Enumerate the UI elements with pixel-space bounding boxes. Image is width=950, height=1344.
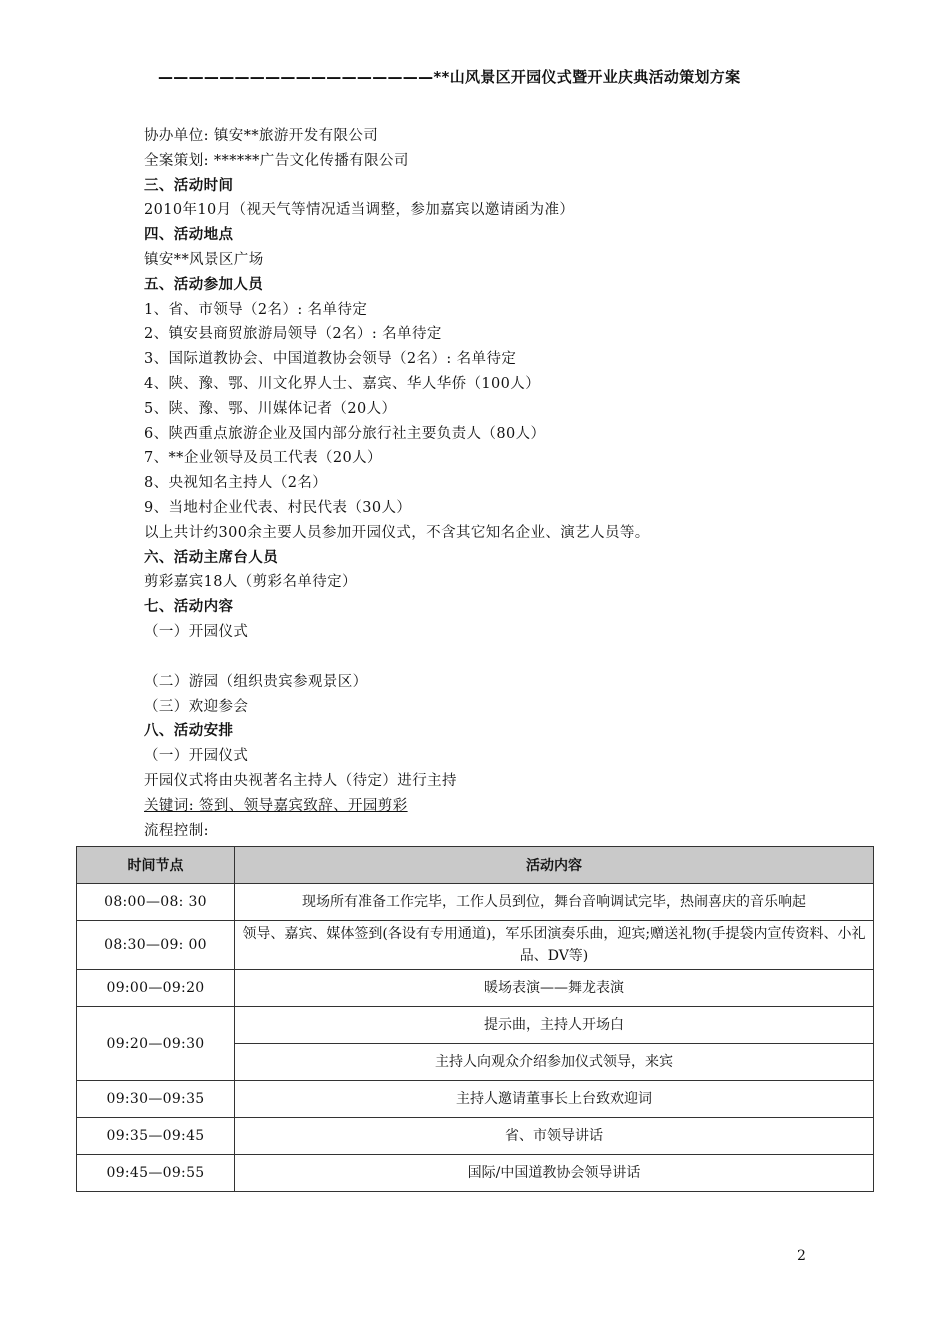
content-item: （一）开园仪式: [144, 623, 249, 640]
rostrum-text: 剪彩嘉宾18人（剪彩名单待定）: [144, 574, 357, 591]
column-header-content: 活动内容: [235, 847, 874, 884]
section-heading-time: 三、活动时间: [144, 177, 234, 194]
arrangement-subheading: （一）开园仪式: [144, 748, 249, 765]
planner-line: 全案策划: ******广告文化传播有限公司: [144, 152, 409, 169]
flow-control-label: 流程控制:: [144, 822, 209, 839]
time-cell: 08:30—09: 00: [77, 921, 235, 970]
table-row: [77, 1007, 874, 1044]
participant-item: 7、**企业领导及员工代表（20人）: [144, 450, 382, 467]
column-header-time: 时间节点: [77, 847, 235, 884]
event-time-text: 2010年10月（视天气等情况适当调整，参加嘉宾以邀请函为准）: [144, 202, 575, 219]
participant-item: 8、央视知名主持人（2名）: [144, 475, 328, 492]
host-text: 开园仪式将由央视著名主持人（待定）进行主持: [144, 772, 457, 789]
table-row: [77, 1155, 874, 1192]
page-number: 2: [797, 1248, 806, 1264]
content-cell: 提示曲，主持人开场白: [235, 1007, 874, 1044]
participant-item: 1、省、市领导（2名）: 名单待定: [144, 301, 368, 318]
content-cell: 暖场表演——舞龙表演: [235, 970, 874, 1007]
keywords-line: [144, 794, 864, 819]
table-row: [77, 1118, 874, 1155]
time-cell: 09:00—09:20: [77, 970, 235, 1007]
document-body: [144, 124, 864, 843]
participant-item: 4、陕、豫、鄂、川文化界人士、嘉宾、华人华侨（100人）: [144, 375, 541, 392]
table-row: [77, 921, 874, 970]
participant-summary: 以上共计约300余主要人员参加开园仪式，不含其它知名企业、演艺人员等。: [144, 524, 650, 541]
table-header-row: [77, 847, 874, 884]
section-heading-content: 七、活动内容: [144, 599, 234, 616]
schedule-table: [76, 846, 874, 1192]
event-location-text: 镇安**风景区广场: [144, 251, 264, 268]
time-cell: 09:20—09:30: [77, 1007, 235, 1081]
time-cell: 09:35—09:45: [77, 1118, 235, 1155]
content-item: （二）游园（组织贵宾参观景区）: [144, 673, 368, 690]
content-cell: 现场所有准备工作完毕，工作人员到位，舞台音响调试完毕，热闹喜庆的音乐响起: [235, 884, 874, 921]
co-organizer-line: 协办单位: 镇安**旅游开发有限公司: [144, 128, 379, 144]
participant-item: 6、陕西重点旅游企业及国内部分旅行社主要负责人（80人）: [144, 425, 546, 442]
time-cell: 09:45—09:55: [77, 1155, 235, 1192]
participant-item: 5、陕、豫、鄂、川媒体记者（20人）: [144, 400, 397, 417]
content-cell: 主持人向观众介绍参加仪式领导，来宾: [235, 1044, 874, 1081]
content-cell: 国际/中国道教协会领导讲话: [235, 1155, 874, 1192]
section-heading-participants: 五、活动参加人员: [144, 276, 264, 293]
table-row: [77, 884, 874, 921]
keywords-text: 关键词: 签到、领导嘉宾致辞、开园剪彩: [144, 797, 408, 814]
table-row: [77, 970, 874, 1007]
participant-item: 3、国际道教协会、中国道教协会领导（2名）: 名单待定: [144, 351, 517, 368]
page-header-title: ——————————————————**山风景区开园仪式暨开业庆典活动策划方案: [158, 68, 741, 86]
section-heading-rostrum: 六、活动主席台人员: [144, 549, 279, 566]
content-cell: 主持人邀请董事长上台致欢迎词: [235, 1081, 874, 1118]
content-cell: 领导、嘉宾、媒体签到(各设有专用通道)，军乐团演奏乐曲，迎宾;赠送礼物(手提袋内宣传资料、小礼品、DV等): [235, 921, 874, 970]
time-cell: 09:30—09:35: [77, 1081, 235, 1118]
participant-item: 2、镇安县商贸旅游局领导（2名）: 名单待定: [144, 326, 442, 343]
section-heading-location: 四、活动地点: [144, 227, 234, 244]
section-heading-arrangement: 八、活动安排: [144, 723, 234, 740]
content-cell: 省、市领导讲话: [235, 1118, 874, 1155]
table-row: [77, 1081, 874, 1118]
blank-line: [144, 645, 864, 670]
time-cell: 08:00—08: 30: [77, 884, 235, 921]
content-item: （三）欢迎参会: [144, 698, 249, 715]
participant-item: 9、当地村企业代表、村民代表（30人）: [144, 499, 412, 516]
